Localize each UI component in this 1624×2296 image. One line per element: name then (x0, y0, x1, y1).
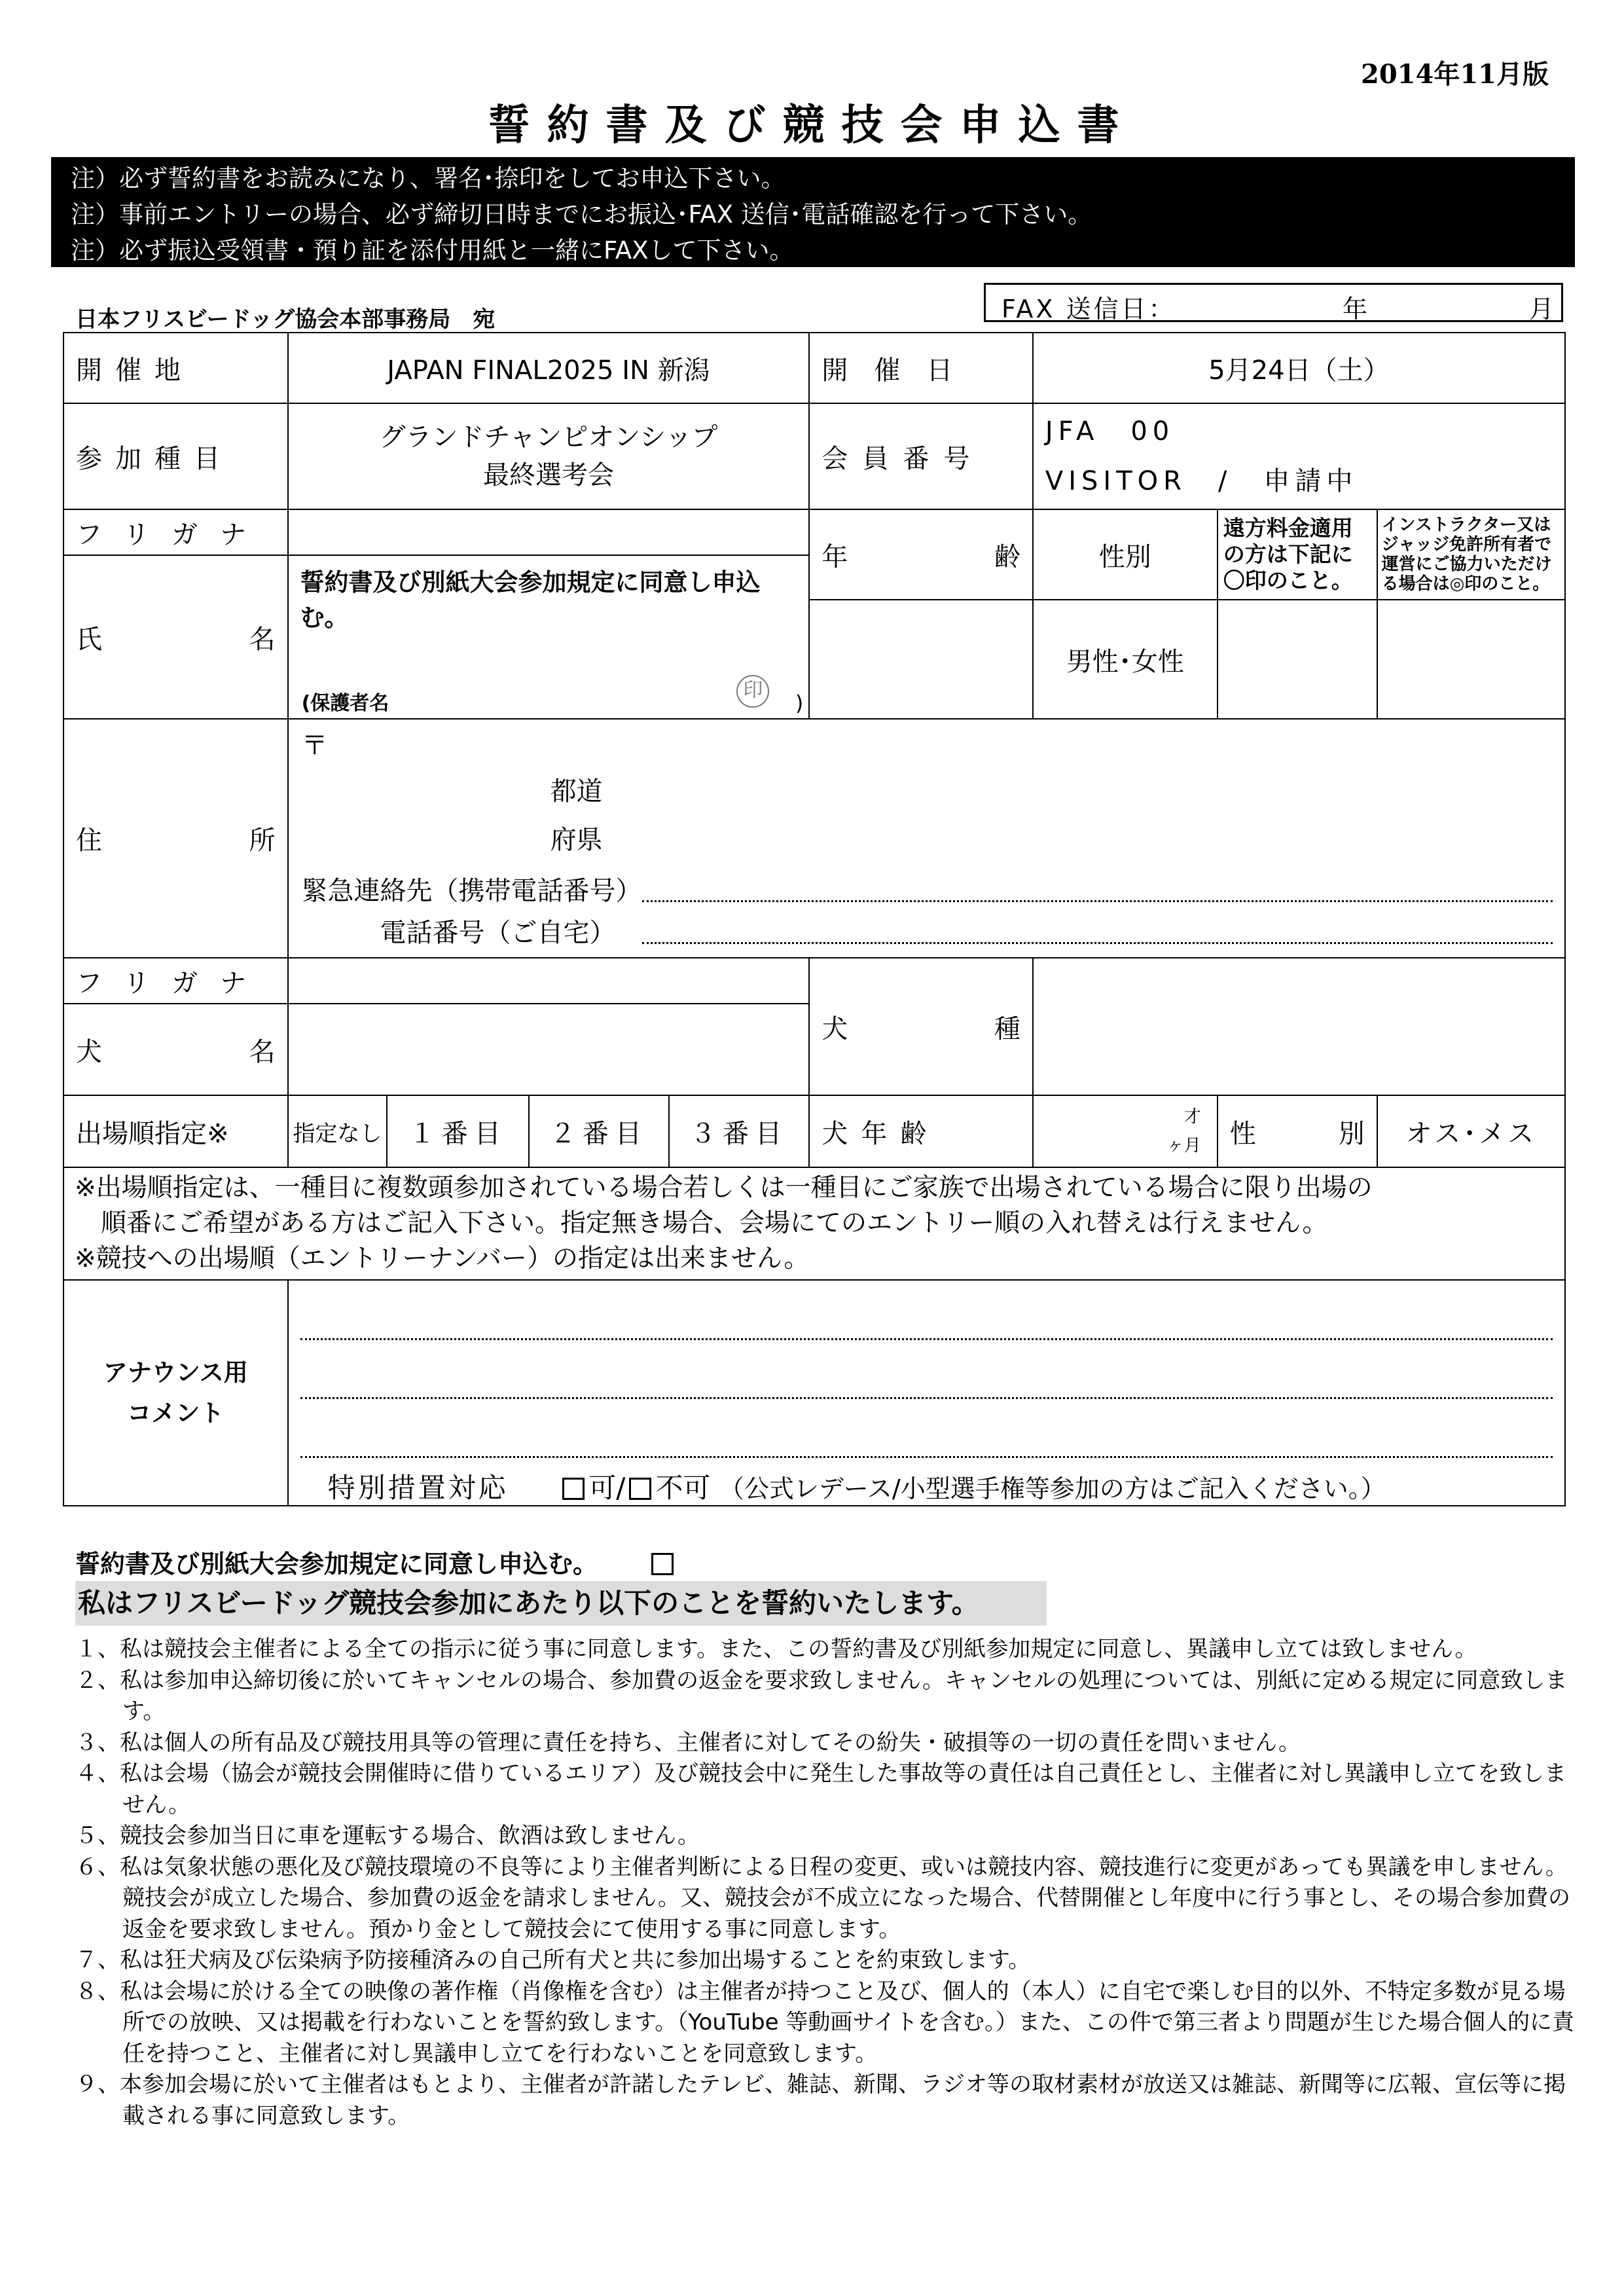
guardian-label: (保護者名 (301, 692, 389, 715)
sex-label: 性別 (1229, 1118, 1365, 1149)
postal-mark: 〒 (301, 731, 328, 761)
order-note-line: ※競技への出場順（エントリーナンバー）の指定は出来ません。 (75, 1244, 810, 1273)
agree-text: 誓約書及び別紙大会参加規定に同意し申込む。 (75, 1550, 598, 1578)
announce-line[interactable] (300, 1456, 1553, 1458)
distance-field[interactable] (1218, 600, 1377, 719)
venue-value: JAPAN FINAL2025 IN 新潟 (288, 333, 810, 403)
pledge-item: ４、私は会場（協会が競技会開催時に借りているエリア）及び競技会中に発生した事故等の責任は自己責任とし、主催者に対し異議申し立てを致しません。 (75, 1760, 1566, 1818)
announce-line[interactable] (300, 1338, 1553, 1340)
order-option-1[interactable]: １番目 (387, 1095, 529, 1167)
prefecture-label-2: 府県 (550, 825, 603, 855)
category-value (288, 403, 810, 509)
age-field[interactable] (809, 600, 1032, 719)
dog-furigana-field[interactable] (288, 958, 810, 1004)
instructor-note: インストラクター又はジャッジ免許所有者で運営にご協力いただける場合は◎印のこと。 (1377, 509, 1565, 600)
dog-name-label: 犬名 (76, 1036, 276, 1067)
category-line: グランドチャンピオンシップ (379, 422, 718, 452)
guardian-close: ) (795, 691, 804, 716)
order-option-3[interactable]: ３番目 (669, 1095, 810, 1167)
pledge-heading: 私はフリスビードッグ競技会参加にあたり以下のことを誓約いたします。 (75, 1581, 1047, 1626)
special-yes-label: 可/ (588, 1472, 626, 1504)
fax-date-box[interactable] (984, 283, 1563, 322)
member-label: 会員番号 (809, 403, 1032, 509)
seal-icon (736, 673, 769, 708)
gender-value[interactable]: 男性･女性 (1033, 600, 1218, 719)
furigana-label: フリガナ (63, 509, 288, 555)
fax-date-label: FAX 送信日： (1001, 295, 1176, 323)
member-status: VISITOR / 申請中 (1045, 466, 1358, 496)
pledge-item: １、私は競技会主催者による全ての指示に従う事に同意します。また、この誓約書及び別紙参加規定に同意し、異議申し立ては致しません。 (75, 1636, 1477, 1662)
order-label: 出場順指定※ (63, 1095, 288, 1167)
announce-label-line: コメント (127, 1398, 225, 1427)
pledge-list (75, 1634, 1574, 2132)
address-label: 住所 (76, 826, 276, 856)
special-no-label: 不可 (655, 1472, 711, 1504)
page-title: 誓約書及び競技会申込書 (488, 101, 1136, 150)
gender-label: 性別 (1033, 509, 1218, 600)
order-option-none[interactable]: 指定なし (288, 1095, 388, 1167)
member-value (1033, 403, 1565, 509)
announce-label (63, 1280, 288, 1506)
fax-month-label: 月 (1529, 295, 1555, 323)
notice-line: 注）事前エントリーの場合、必ず締切日時までにお振込･FAX 送信･電話確認を行って下さい。 (71, 200, 1092, 228)
announce-label-line: アナウンス用 (103, 1358, 248, 1387)
special-note: （公式レデース/小型選手権等参加の方はご記入ください。） (719, 1474, 1386, 1503)
seal-mark: 印 (736, 675, 769, 708)
dog-age-field[interactable] (1033, 1095, 1218, 1167)
addressee: 日本フリスビードッグ協会本部事務局 宛 (75, 306, 496, 333)
dog-age-label: 犬年齢 (809, 1095, 1032, 1167)
emergency-line[interactable] (642, 900, 1553, 902)
sex-value[interactable]: オス･メス (1377, 1095, 1565, 1167)
instructor-field[interactable] (1377, 600, 1565, 719)
name-field[interactable] (288, 555, 810, 719)
address-label-cell (63, 719, 288, 958)
category-line: 最終選考会 (482, 460, 614, 490)
breed-field[interactable] (1033, 958, 1565, 1095)
date-value: 5月24日（土） (1033, 333, 1565, 403)
order-notes (63, 1167, 1565, 1280)
name-consent: 誓約書及び別紙大会参加規定に同意し申込む。 (300, 568, 761, 632)
fax-year-label: 年 (1343, 295, 1368, 323)
name-label: 氏名 (76, 624, 276, 655)
special-no-checkbox[interactable] (629, 1478, 651, 1500)
application-form (63, 332, 1566, 1506)
age-label: 年齢 (821, 541, 1020, 572)
sex-label-cell (1218, 1095, 1377, 1167)
dog-age-unit-years: 才 (1183, 1107, 1201, 1127)
version-label: 2014年11月版 (1361, 59, 1549, 90)
pledge-item: ２、私は参加申込締切後に於いてキャンセルの場合、参加費の返金を要求致しません。キャンセルの処理については、別紙に定める規定に同意致します。 (75, 1667, 1568, 1724)
pledge-item: ８、私は会場に於ける全ての映像の著作権（肖像権を含む）は主催者が持つこと及び、個人的（本人）に自宅で楽しむ目的以外、不特定多数が見る場所での放映、又は掲載を行わないことを誓約致します。（YouTube 等動画サイトを含む。）また、この件で第三者より問題が生じた場合個人的に責任を持つこと、主催者に対し異議申し立てを行わないことを同意致します。 (75, 1978, 1574, 2067)
dog-name-field[interactable] (288, 1004, 810, 1095)
announce-field[interactable] (288, 1280, 1565, 1506)
order-option-2[interactable]: ２番目 (529, 1095, 669, 1167)
member-number: JFA 00 (1045, 416, 1175, 446)
category-label: 参加種目 (63, 403, 288, 509)
prefecture-label-1: 都道 (550, 776, 603, 807)
dog-age-unit-months: ヶ月 (1166, 1136, 1201, 1156)
dog-furigana-label: フリガナ (63, 958, 288, 1004)
age-label-cell (809, 509, 1032, 600)
venue-label: 開催地 (63, 333, 288, 403)
agree-line (75, 1544, 677, 1580)
order-note-line: 順番にご希望がある方はご記入下さい。指定無き場合、会場にてのエントリー順の入れ替えは行えません。 (101, 1209, 1328, 1238)
distance-note: 遠方料金適用の方は下記に〇印のこと。 (1218, 509, 1377, 600)
pledge-item: ６、私は気象状態の悪化及び競技環境の不良等により主催者判断による日程の変更、或いは競技内容、競技進行に変更があっても異議を申しません。競技会が成立した場合、参加費の返金を請求しません。又、競技会が不成立になった場合、代替開催とし年度中に行う事とし、その場合参加費の返金を要求致しません。預かり金として競技会にて使用する事に同意します。 (75, 1853, 1571, 1942)
pledge-item: ３、私は個人の所有品及び競技用具等の管理に責任を持ち、主催者に対してその紛失・破損等の一切の責任を問いません。 (75, 1729, 1301, 1756)
date-label: 開催日 (809, 333, 1032, 403)
announce-line[interactable] (300, 1397, 1553, 1399)
notice-line: 注）必ず振込受領書・預り証を添付用紙と一緒にFAXして下さい。 (71, 236, 794, 264)
breed-label: 犬種 (821, 1013, 1020, 1044)
name-label-cell (63, 555, 288, 719)
emergency-label: 緊急連絡先（携帯電話番号） (301, 876, 642, 906)
address-field[interactable] (288, 719, 1565, 958)
breed-label-cell (809, 958, 1032, 1095)
pledge-item: ９、本参加会場に於いて主催者はもとより、主催者が許諾したテレビ、雑誌、新聞、ラジオ等の取材素材が放送又は雑誌、新聞等に広報、宣伝等に掲載される事に同意致します。 (75, 2071, 1566, 2129)
home-phone-label: 電話番号（ご自宅） (380, 918, 616, 948)
furigana-field[interactable] (288, 509, 810, 555)
agree-checkbox[interactable] (651, 1553, 674, 1575)
dog-name-label-cell (63, 1004, 288, 1095)
notice-banner (51, 157, 1575, 267)
order-note-line: ※出場順指定は、一種目に複数頭参加されている場合若しくは一種目にご家族で出場されている場合に限り出場の (75, 1173, 1373, 1203)
notice-line: 注）必ず誓約書をお読みになり、署名･捺印をしてお申込下さい。 (71, 164, 785, 192)
home-phone-line[interactable] (642, 942, 1553, 944)
special-label: 特別措置対応 (327, 1472, 509, 1504)
pledge-item: ７、私は狂犬病及び伝染病予防接種済みの自己所有犬と共に参加出場することを約束致します。 (75, 1947, 1031, 1973)
pledge-item: ５、競技会参加当日に車を運転する場合、飲酒は致しません。 (75, 1823, 700, 1849)
special-measures (328, 1467, 1386, 1506)
special-yes-checkbox[interactable] (562, 1478, 585, 1500)
